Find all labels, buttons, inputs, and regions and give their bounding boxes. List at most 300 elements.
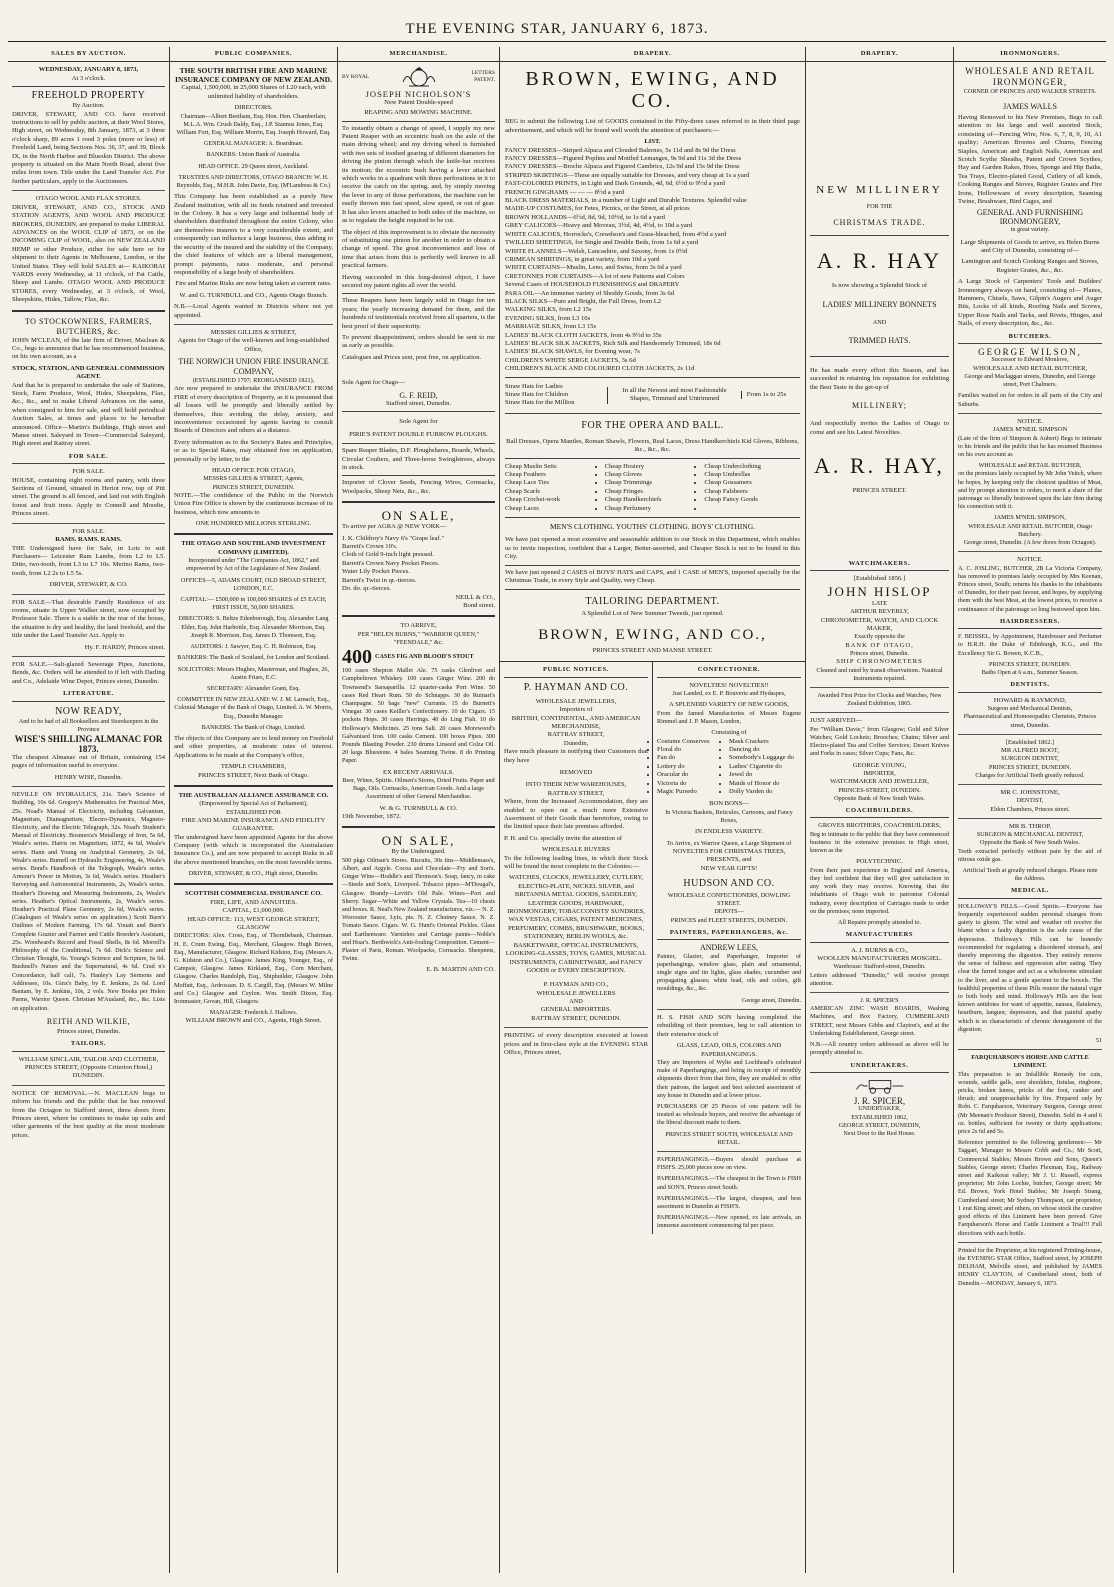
column-drapery-wide <box>500 47 806 1573</box>
head-office: HEAD OFFICE. 29 Queen street, Auckland. <box>198 162 309 170</box>
pirie-ploughs: PIRIE'S PATENT DOUBLE FURROW PLOUGHS. <box>349 430 488 438</box>
on-sale-heading-2: ON SALE, <box>381 833 456 849</box>
rams-text: THE Undersigned have for Sale, in Lots to suit Purchasers— Leicester Ram Lambs, from L2 to L5. Ditto, two-tooth, from L3 to L7 10s. Merino Rams, two-tooth, from L2 2s to L5 5s. <box>12 544 165 577</box>
cheap-list-3 <box>704 463 800 513</box>
reith-address: Princes street, Dunedin. <box>57 1027 120 1035</box>
printing-notice: PRINTING of every description executed at lowest prices and in first-class style at the EVENING STAR Office, Princes street, <box>504 1032 648 1056</box>
shipments: Large Shipments of Goods to arrive, ex Helen Burns and City of Dunedin, consisting of— <box>960 238 1100 254</box>
hayman-pleasure: Have much pleasure in notifying their Customers that they have <box>504 748 648 764</box>
goods-list-item: LADIES' BLACK SHAWLS, for Evening wear, 7s <box>505 348 640 356</box>
column-public-companies <box>170 47 338 1573</box>
investment-offices: OFFICES—5, ADAMS COURT, OLD BROAD STREET, LONDON, E.C. <box>180 576 327 592</box>
simpson-trade: WHOLESALE and RETAIL BUTCHER, <box>978 462 1082 470</box>
turnbull-date: 19th November, 1872. <box>342 812 402 820</box>
josling-text: A. C. JOSLING, BUTCHER, 2B La Victoria Company, has removed to premises lately occupied by Mrs Keenan, Princes street, South; returns his thanks to the inhabitants of Dunedin, for their past favour, and hopes, by supplying them with the best Meat, at the lowest prices, to receive a continuance of the patronage so long bestowed upon him. <box>958 564 1102 613</box>
ladies-bonnets: LADIES' MILLINERY BONNETS <box>822 299 937 309</box>
alliance-established: ESTABLISHED FOR <box>226 808 281 816</box>
goods-list-item: FANCY DRESSES—Figured Poplins and Mottled Lemanges, 9s 9d and 11s 3d the Dress <box>505 155 742 163</box>
throp-address: Opposite the Bank of New South Wales. <box>980 839 1080 847</box>
hundred-millions: ONE HUNDRED MILLIONS STERLING. <box>195 520 312 528</box>
hayman-british: BRITISH, CONTINENTAL, AND AMERICAN MERCHANDISE, <box>511 714 641 730</box>
fish-address: PRINCES STREET SOUTH, WHOLESALE AND RETAIL. <box>665 1130 793 1146</box>
directors-list: Chairman—Albert Beetham, Esq. Hon. Hen. Chamberlain, M.L.A. Wm. Crush Daldy, Esq., J.P. Stannus Jones, Esq. William Fort, Esq. William Morrin, Esq. Joseph Howard, Esq. <box>176 112 331 137</box>
cheap-list-2 <box>605 463 701 513</box>
hayman-lines: WATCHES, CLOCKS, JEWELLERY, CUTLERY, ELECTRO-PLATE, NICKEL SILVER, and BRITANNIA METAL GOODS, SADDLERY, LEATHER GOODS, HARDWARE, IRONMONGERY, TOBACCONISTS' SUNDRIES, WAX VESTAS, CIGARS, PATENT MEDICINES, PERFUMERY, COMBS, BRUSHWARE, BOOKS, STATIONERY, BERLIN WOOLS, &c. BASKETWARE, OPTICAL INSTRUMENTS, LOOKING-GLASSES, TOYS, GAMES, MUSICAL INSTRUMENTS, CABINETWARE, and FANCY GOODS or EVERY DESCRIPTION. <box>505 874 647 974</box>
cloth-of-gold: Cloth of Gold 9-inch light pressed. <box>342 551 434 559</box>
arrive-agra: To arrive per AGRA @ NEW YORK— <box>342 523 447 531</box>
trustees: TRUSTEES AND DIRECTORS, OTAGO BRANCH: W. H. Reynolds, Esq., M.H.R. John Davie, Esq. (M'Landress & Co.) <box>176 173 331 190</box>
cheap-list-item: • Cheap Feathers <box>505 471 601 479</box>
alliance-title: THE AUSTRALIAN ALLIANCE ASSURANCE CO. <box>178 791 329 799</box>
spicer-next: Next Door to the Red House. <box>843 1129 916 1137</box>
goods-list-item: WHITE CALICOES, Horrocks's, Crewdson's and Grass-bleached, from 4½d a yard <box>505 230 727 238</box>
wise-intro: And to be had of all Booksellers and Storekeepers in the Province <box>18 717 159 733</box>
lees-text: Painter, Glazier, and Paperhanger, Importer of paperhangings, window glass, plain and ornamental, single signs and tin lights, glass shades, cucumber and propagating glasses; white lead, oils and colors, gilt mouldings, &c., &c. <box>657 952 801 993</box>
cheap-list-item: • Cheap Trimmings <box>605 479 701 487</box>
cheap-list-item: • Cheap Handkerchiefs <box>605 496 701 504</box>
straw-ladies: Straw Hats for Ladies <box>505 382 563 390</box>
investment-capital: CAPITAL:— £500,000 in 100,000 SHARES of £5 EACH, FIRST ISSUE, 50,000 SHARES. <box>180 596 327 612</box>
simpson-address: George street, Dunedin. (A few doors from Octagon). <box>963 539 1097 547</box>
goods-list-item: FAST-COLORED PRINTS, in Light and Dark Grounds, 4d, 6d, 6½d to 9½d a yard <box>505 180 725 188</box>
wise-signature: HENRY WISE, Dunedin. <box>54 773 123 781</box>
groves-text-2: From their past experience in England and America, they feel confident that they will give satisfaction in any work they may receive. Knowing that the inhabitants of Otago wish to patronise Colonial industry, every description of Carriages made to order on the premises; none imported. <box>810 866 949 915</box>
cheap-list-item: • Cheap Muslin Setts <box>505 463 601 471</box>
just-arrived-text: Per "William Davie," from Glasgow; Gold and Silver Watches; Gold Lockets; Brooches; Chains; Silver and Electro-plated Tea and Coffee Services; Desert Knives and Forks in cases; Silver Cups; Fans, &c. <box>810 725 949 758</box>
hayman-importers: Importers of <box>559 706 593 714</box>
wilson-sub: Successor to Edward Monlove, <box>991 356 1069 364</box>
young-address: PRINCES-STREET, DUNEDIN. <box>838 786 921 794</box>
for-sale-heading: FOR SALE. <box>72 468 105 476</box>
fish-intro: H. S. FISH AND SON having completed the rebuilding of their premises, beg to call attention to their extensive stock of <box>657 1013 801 1038</box>
lees-address: George street, Dunedin. <box>742 996 801 1004</box>
millinery: MILLINERY; <box>851 401 908 411</box>
pipes-text: FOR SALE.—Salt-glazed Sewerage Pipes, Junctions, Bends, &c. Orders will be attended to if left with Darling and Co., Adelaide Wine Depot, Princes street, Dunedin. <box>12 660 165 685</box>
barretts-twist: Barrett's Twist in qr.-tierces. <box>342 576 417 584</box>
johnstone-address: Eldon Chambers, Princes street. <box>990 805 1070 813</box>
goods-list-item: BLACK SILKS—Pure and Bright, the Full Dress, from L2 <box>505 297 662 305</box>
confectioner-column <box>653 662 805 1233</box>
scottish-capital: CAPITAL, £1,000,000. <box>222 907 285 915</box>
column-heading: IRONMONGERS. <box>954 47 1106 62</box>
christmas-trade: CHRISTMAS TRADE. <box>833 218 926 228</box>
rams-signature: DRIVER, STEWART, & CO. <box>49 581 128 589</box>
alliance-signature: DRIVER, STEWART, & CO., High street, Dunedin. <box>188 870 319 878</box>
stock-agent: STOCK, STATION, AND GENERAL COMMISSION AGENT. <box>12 364 165 381</box>
spicer-wash: J. R. SPICER'S <box>860 997 899 1005</box>
awarded: Awarded First Prize for Clocks and Watches, New Zealand Exhibition, 1865. <box>817 691 942 708</box>
throp-sub: SURGEON & MECHANICAL DENTIST, <box>976 831 1084 839</box>
beissel-text: F. BEISSEL, by Appointment, Hairdresser and Perfumer to H.R.H. the Duke of Edinburgh, K.G., and His Excellency Sir G. Bowen, K.C.B., <box>958 633 1102 657</box>
reid-name: G. F. REID, <box>399 390 438 400</box>
cheap-list-item: • Cheap Laces <box>505 505 601 513</box>
tools-text: A Large Stock of Carpenters' Tools and Builders' Ironmongery always on hand, consisting of— Planes, Hammers, Chisels, Saws, Gilpin's Augers and Auger Bits, Locks of all kinds, Roofing Nails and Screws, Upper Rose Nails and Tacks, and Rivets, Hinges, and Nails, of every description, &c., &c. <box>958 278 1102 328</box>
boot-title: MR ALFRED BOOT, <box>1001 746 1059 754</box>
novelties: NOVELTIES! NOVELTIES!! <box>689 681 769 689</box>
column-heading: MERCHANDISE. <box>338 47 499 62</box>
maclean-text-2: And that he is prepared to undertake the sale of Stations, Stock, Farm Produce, Wool, Hides, Sheepskins, Flax, &c., &c., and to make Liberal Advances on the same, when consigned to him for sale, and will hold periodical Auction Sales, at times and places to be hereafter announced. Office—Martin's Buildings, High street and Manse street. Saleyard in Town—Commercial Saleyard, High street and Rattray street. <box>12 381 165 448</box>
xmas-novelties: NOVELTIES FOR CHRISTMAS TREES, PRESENTS, and <box>672 847 786 864</box>
beverly: ARTHUR BEVERLY, <box>850 608 909 616</box>
goods-list-item: GREY CALICOES—Heavy and Moveau, 3½d, 4d, 4½d, to 10d a yard <box>505 222 693 230</box>
hearse-icon <box>850 1077 910 1095</box>
paperhangings-1: PAPERHANGINGS.—Buyers should purchase at FISH'S. 25,000 pieces now on view. <box>657 1155 801 1172</box>
confection-items <box>657 738 801 797</box>
paperhangings-3: PAPERHANGINGS.—The largest, cheapest, and best assortment in Dunedin at FISH'S. <box>657 1194 801 1210</box>
cheap-list-item: • Cheap Umbrellas <box>704 471 800 479</box>
maclean-text: JOHN M'CLEAN, of the late firm of Driver, Maclean & Co., begs to announce that he has recommenced business, on his own account, as a <box>12 336 165 361</box>
reid-address: Stafford street, Dunedin. <box>385 400 452 407</box>
cheap-list-item: • Cheap Underclothing <box>704 463 800 471</box>
young-trade: WATCHMAKER AND JEWELLER, <box>830 778 929 786</box>
fish-text: They are Importers of Wylie and Lochhead's celebrated make of Paperhangings, and being in receipt of monthly shipments direct from that firm, they are enabled to offer their patrons, the largest and best selected assortment of any house in Dunedin and at lower prices. <box>657 1058 801 1099</box>
directors-heading: DIRECTORS. <box>234 104 273 112</box>
polytechnic: POLYTECHNIC. <box>856 858 903 866</box>
goods-list-2: 500 pkgs Oilman's Stores. Biscuits, 30s tins—Middlemass's, Albert, and Argyle. Cocoa and Chocolate—Fry and Son's. Ginger Wine—Hoddle's and Thomson's. Soap, fancy, in cake—Steele and Son's, Liverpool. Tobacco pipes—M'Dougal's, Glasgow. Brandy—Levitt's Old Pale. Wines—Port and Sherry. Sugar—White and Yellow Crystals. Tea—10 chests and boxes. R. Neal's New Zealand manufactures, viz.— N. Z. Worcester Sauce, Lyts, pts. N. Z. Chutney Sauce. N. Z. Tomato Sauce. Cigars. W. G. Hunt's Oriental Pickles. Glass and Earthenware. Varnishes and Carriage paints—Noble's and Hoar's. Berthwick's Anti-fouling Composition. Cement—Plaster of Paris, Roman. Woolpacks, Cornsacks. Sheepnets, Twine. <box>342 856 495 963</box>
paperhangings-2: PAPERHANGINGS.—The cheapest in the Town is FISH and SON'S, Princes street South. <box>657 1175 801 1191</box>
investment-title: THE OTAGO AND SOUTHLAND INVESTMENT COMPANY (LIMITED). <box>181 540 326 556</box>
alliance-text: The undersigned have been appointed Agents for the above Company (with which is incorporated the Australasian Insurance Co.), and are now prepared to accept Risks in all the above mentioned branches, on the most favorable terms. <box>174 833 333 866</box>
walls-title: JAMES WALLS <box>1003 101 1057 111</box>
confection-item: • Floral do <box>657 746 729 754</box>
hay-effort: He has made every effort this Season, and has succeeded in retaining his reputation for exhibiting the Best Taste in the get-up of <box>810 366 949 391</box>
local-agents: N.B.—Local Agents wanted in Districts where not yet appointed. <box>174 303 333 319</box>
straw-children: Straw Hats for Children <box>505 391 569 398</box>
exactly-opposite: Exactly opposite the <box>854 633 905 641</box>
into-warehouses: INTO THEIR NEW WAREHOUSES, <box>525 781 627 789</box>
goods-list-item: FANCY DRESSES—Striped Alpaca and Clouded Balernes, 5s 11d and 8s 9d the Dress <box>505 146 736 154</box>
undertakers-heading: UNDERTAKERS. <box>810 1062 949 1073</box>
new-year-gifts: NEW YEAR GIFTS! <box>700 864 758 872</box>
chronometer-maker: CHRONOMETER, WATCH, AND CLOCK MAKER, <box>820 616 939 632</box>
princes-street: PRINCES STREET, DUNEDIN. <box>212 483 295 491</box>
rams-heading: RAMS. RAMS. RAMS. <box>55 536 122 544</box>
reaping-text: To instantly obtain a change of speed, I supply my new Patent Reaper with an eccentric bush on the axle of the main driving wheel; and my driving wheel is furnished with two sets of toothed gearing of different diameters for driving the pinion through which the knife-bar receives its motion; the eccentric bush having a lever attached which works in a quadrant with three perforations in it to receive the catch on the spring, and, by simply moving the lever to any of those perforations, the machine can be easily thrown into fast speed, slow speed, or out of gear. It has also levers attached to both sides of the machine, so as to regulate the height required to be cut. <box>342 124 495 225</box>
head-office-otago: HEAD OFFICE FOR OTAGO, <box>212 467 295 475</box>
fish-glass: GLASS, LEAD, OILS, COLORS AND PAPERHANGINGS. <box>676 1042 782 1058</box>
spare-parts: Spare Reaper Blades, D.F. Ploughshares, Boards, Wheels, Circular Coulters, and Three-horse Swingletrees, always in stock. <box>342 447 495 472</box>
reaping-text-6: Catalogues and Prices sent, post free, on application. <box>342 353 482 361</box>
by-auction: By Auction. <box>72 102 105 110</box>
drapery-intro: BEG to submit the following List of GOODS contained in the Fifty-three cases referred to in their third page advertisement, and which will be found well worth the attention of purchasers:— <box>505 118 800 134</box>
hay-invite: And respectfully invites the Ladies of Otago to come and see his Latest Novelties. <box>810 420 949 436</box>
brown-ewing-title: BROWN, EWING, AND CO. <box>525 68 780 113</box>
cheap-list-item: • Cheap Lace Ties <box>505 479 601 487</box>
south-british-text: This Company has been established as a purely New Zealand institution, with all its funds retained and invested in the Colony. It has a very large and influential body of shareholders distributed throughout the entire Colony, who are themselves insurers to a very considerable extent, and consequently can influence a large business, thus adding to the security of the insured and the stability of the Company, the chief features of which are a liberal management, prompt payments, rates moderate, and personal responsibility of a large body of shareholders. <box>174 193 333 276</box>
to-arrive: TO ARRIVE, <box>400 622 437 630</box>
letters-patent: LETTERS PATENT. <box>471 70 495 84</box>
cheap-list-1 <box>505 463 601 513</box>
straw-price: From 1s to 25s <box>741 391 800 399</box>
groves-text: Beg to intimate to the public that they have commenced business in the extensive premises in High street, known as the <box>810 830 949 855</box>
confection-item: • Mask Crackers <box>729 738 801 746</box>
chronometer-text: Cleaned and rated by transit observations. Nautical Instruments repaired. <box>816 666 943 682</box>
manufacturers-heading: MANUFACTURERS <box>810 931 949 942</box>
nicholson-title: JOSEPH NICHOLSON'S <box>365 89 472 100</box>
tailoring-heading: TAILORING DEPARTMENT. <box>585 595 720 607</box>
hislop-address: Princes street, Dunedin. <box>849 649 910 657</box>
hayman-title-2: P. HAYMAN AND CO., <box>543 981 609 989</box>
confection-item: • Somebody's Luggage do <box>729 754 801 762</box>
wool-stores-heading: OTAGO WOOL AND FLAX STORES. <box>35 195 142 203</box>
goods-list <box>505 147 800 374</box>
cheap-list-item: • Cheap Fringes <box>605 488 701 496</box>
on-sale-heading: ON SALE, <box>381 508 456 524</box>
investment-solicitors: SOLICITORS: Messrs Hughes, Masterman, and Hughes, 26, Austin Friars, E.C. <box>177 665 330 681</box>
importer-text: Importer of Clover Seeds, Fencing Wires, Cornsacks, Woolpacks, Sheep Nets, &c., &c. <box>342 479 495 495</box>
goods-list-item: WHITE FLANNELS—Welsh, Lancashire, and Saxony, from 1s 0½d <box>505 247 688 255</box>
four-hundred: 400 <box>342 646 372 669</box>
ironmonger-corner: CORNER OF PRINCES AND WALKER STREETS. <box>963 88 1097 96</box>
south-british-title: THE SOUTH BRITISH FIRE AND MARINE INSURANCE COMPANY OF NEW ZEALAND. <box>175 66 332 85</box>
goods-list-item: CRETONNES FOR CURTAINS—A lot of new Patterns and Colors <box>505 272 685 280</box>
house-text: HOUSE, containing eight rooms and pantry, with three Sections of Ground, situated in Heriot row, top of Pitt street. The ground is all fenced, and laid out with English forest and fruit trees. Apply to Connell and Moodie, Princes street. <box>12 476 165 518</box>
straw-million: Straw Hats for the Million <box>505 399 575 407</box>
goods-list-item: Several Cases of HOUSEHOLD FURNISHINGS and DRAPERY <box>505 281 680 289</box>
notice-heading-2: NOTICE. <box>1017 556 1043 564</box>
washing-text-2: N.B.—All country orders addressed as above will be promptly attended to. <box>810 1041 949 1057</box>
confection-item: • Magic Pursedo <box>657 788 729 796</box>
cheap-list-item <box>704 505 800 513</box>
navy-pieces: Barrett's Crown Navy Pocket Pieces. <box>342 559 440 567</box>
goods-list-item: BLACK DRESS MATERIALS, in a number of Light and Durable Textures. Splendid value <box>505 197 747 205</box>
column-merchandise <box>338 47 500 1573</box>
hudson-depots: DEPOTS— <box>714 908 744 916</box>
column-sales-by-auction <box>8 47 170 1573</box>
howard-title: HOWARD & RAYMOND, <box>993 696 1067 704</box>
wholesale-buyers: WHOLESALE BUYERS <box>542 846 610 854</box>
masthead <box>8 7 1106 42</box>
cheap-list-item: • Cheap Gloves <box>605 471 701 479</box>
dentists-heading: DENTISTS. <box>958 681 1102 692</box>
south-british-capital: Capital, 1,500,000, in 25,000 Shares of L20 each, with unlimited liability of shareholders. <box>181 84 326 100</box>
goods-list-item: FANCY DRESSES—Broche Alpaca and Figured Cambrics, 12s 9d and 15s 9d the Dress <box>505 163 740 171</box>
investment-auditors: AUDITORS: J. Sawyer, Esq. C. H. Robinson, Esq. <box>190 643 317 651</box>
turnbull-agents: W. and G. TURNBULL and CO., Agents Otago Branch. <box>179 291 328 299</box>
stockowners-heading: TO STOCKOWNERS, FARMERS, BUTCHERS, &c. <box>24 316 153 336</box>
consisting-of: Consisting of <box>711 729 747 737</box>
goods-list: 100 cases Shepton Mallet Ale. 75 casks Glenlivet and Campbeltown Whiskey. 100 cases Ginger Wine. 200 do Townsend's Sarsaparilla. 12 quarter-casks Port Wine. 50 cases Red Heart Rum. 50 do Schnapps. 30 do Ruinart's Champagne. 50 bags "new" Currants. 15 do Burnett's Vinegar. 30 cases Keiller's Confectionery. 10 do Cigars. 15 pockets Hops. 30 cases Herrings. 40 do Ling Fish. 10 do Holloway's Medicines. 25 tons Salt. 20 cases Morewood's Galvanised Iron. 100 casks Cement. 100 boxes Pipes. 300 Pounds Blasting Powder. 230 drums Linseed and Colza Oil. 20 kegs Bluestone. 4 bales Seaming Twine. 8 do Printing Paper. <box>342 667 495 765</box>
family-signature: Hy. F. HARDY, Princes street. <box>84 643 165 651</box>
investment-objects: The objects of this Company are to lend money on Freehold and other properties, at moderate rates of interest. Applications to be made at the Company's office, <box>174 734 333 759</box>
buyers-text: To the following leading lines, in which their Stock will be found the most complete in the Colonies:— <box>504 854 648 871</box>
hudson-wholesale: WHOLESALE CONFECTIONERS, DOWLING STREET. <box>667 892 791 908</box>
goods-list-item: WALKING SILKS, from L2 15s <box>505 306 592 314</box>
alliance-sub: (Empowered by Special Act of Parliament), <box>199 800 308 808</box>
cheap-list-item: • Cheap Crochet-work <box>505 496 601 504</box>
goods-list-item: WHITE CURTAINS—Muslin, Leno, and Swiss, from 3s 6d a yard <box>505 264 682 272</box>
tailors-section: TAILORS. <box>12 1040 165 1051</box>
sale-time: At 3 o'clock. <box>71 74 106 82</box>
temple-address: PRINCES STREET, Next Bank of Otago. <box>198 771 309 779</box>
established-1856: [Established 1856.] <box>853 575 906 583</box>
scottish-sub: FIRE, LIFE, AND ANNUITIES. <box>210 898 297 906</box>
cases-figs: CASES FIG AND BLOOD'S STOUT <box>375 653 474 661</box>
hayman-general: GENERAL IMPORTERS. <box>540 1006 612 1014</box>
turnbull-co: W. & G. TURNBULL & CO. <box>379 804 458 812</box>
alliance-fire: FIRE AND MARINE INSURANCE AND FIDELITY GUARANTEE. <box>181 816 326 833</box>
books-list: NEVILLE ON HYDRAULICS, 21s. Tate's Science of Building, 10s 6d. Gregory's Mathematics for Practical Men, 25s. Noad's Manual of Electricity, including Galvanism, Magnetism, Diamagnetism, Electro-Dynamics, Magneto-Electricity, and the Electric Telegraph, 32s. Noad's Student's Manual of Electricity. Bosmerca's Metallurgy of Iron, 5s 6d, Weale's series. Harris on Magnetism, 1872, 4s 6d, Weale's series. Hann and Young on Analytical Geometry, 2s 6d, Weale's series. Burnell on Hydraulic Engineering, 4s, Weale's series. Bond's Handbook of the Telegraph, Weale's series. Armour's Power in Motion, 3s 6d, Weale's series. Heather's Surveying and Astronomical Instruments, 2s, Weale's series. Heather's Drawing and Measuring Instruments, 2s, Weale's series. Heather's Optical Instruments, 2s, Weale's series. Heather's Practical Plane Geometry, 2s 6d, Weale's series. (Catalogues of Weale's series on application.) Scott Burn's Outlines of Modern Farming, 17s 6d. Youatt and Burn's Complete Grazier and Farmer and Cattle Breeder's Assistant, 25s. Woodward's Record and Fossil Shells, 8s 6d. Morrell's Philosophy of the Conditional, 7s 6d. Dick's Science and Christian Thought, 6s. Young's Science and Scripture, 6s 6d. Bushnell's Nature and the Supernatural, 4s 6d. Crad n's Concordance, half calf, 7s. Hanley's Lay Sermons and Addresses, 10s. Ginx's Baby, by E. Jenkins, 2s 6d. Lord Bantam, by E. Jenkins, 10s, 2 vols. New Books per Helen Parms, Warrior Queen. Christian M'Ausland, &c., &c. Lists on application. <box>12 791 165 1012</box>
scottish-office: HEAD OFFICE: 113, WEST GEORGE STREET, GLASGOW <box>187 915 320 932</box>
goods-list-item: MARRIAGE SILKS, from L3 15s <box>505 323 597 331</box>
hayman-invite: P. H. and Co. specially invite the attention of <box>504 834 623 842</box>
sinclair-text: WILLIAM SINCLAIR, TAILOR AND CLOTHIER, PRINCES STREET, (Opposite Criterion Hotel,) DUNEDIN. <box>18 1055 159 1080</box>
goods-list-item: LADIES' BLACK SILK JACKETS, Rich Silk and Handsomely Trimmed, 18s 6d <box>505 339 721 347</box>
wise-text: The cheapest Almanac out of Britain, containing 154 pages of information useful to everyone. <box>12 754 165 770</box>
wilson-title: GEORGE WILSON, <box>978 346 1082 357</box>
johnstone-sub: DENTIST, <box>1016 797 1044 805</box>
rattray-2: RATTRAY STREET, <box>547 789 605 797</box>
hayman-rattray: RATTRAY STREET, <box>547 731 605 739</box>
new-millinery: NEW MILLINERY <box>816 184 943 197</box>
investment-bankers: BANKERS: The Bank of Scotland, for London and Scotland. <box>177 654 330 662</box>
hudson-depots-addr: PRINCES and FLEET STREETS, DUNEDIN. <box>670 916 788 924</box>
lees-title: ANDREW LEES, <box>699 943 759 953</box>
warehouse: Warehouse: Stafford-street, Dunedin. <box>833 963 926 971</box>
boot-text: Charges for Artificial Teeth greatly reduced. <box>975 771 1085 779</box>
endless-variety: IN ENDLESS VARIETY. <box>695 828 763 836</box>
barretts-crown: Barrett's Crown 10's. <box>342 543 398 551</box>
removed: REMOVED <box>559 768 593 776</box>
recent-list: Beer, Wines, Spirits. Oilmen's Stores, Dried Fruits. Paper and Bags, Oils. Cornsacks, American Goods. And a large Assortment of other General Merchandise. <box>342 776 495 801</box>
investment-secretary: SECRETARY: Alexander Grant, Esq. <box>207 684 300 692</box>
hayman-address: RATTRAY STREET, DUNEDIN. <box>531 1014 621 1022</box>
bon-bons: BON BONS— <box>709 800 749 808</box>
farquharson-text: This preparation is an Infallible Remedy for cuts, wounds, saddle galls, sore shoulders, fistulas, ringbone, pricks, broken knees, pricks of the foot, canker and thrush; and unapproachable by fire. Prepared only by Robt. C. Farquharson, Veterinary Surgeon, George street (Mr Meenan's Producer Street), Dunedin. Sold in 4 and 6 oz. bottles, sufficient for twenty or thirty applications; price 2s 6d and 5s. <box>958 1070 1102 1136</box>
brown-ewing-footer: BROWN, EWING, AND CO., <box>538 626 767 643</box>
fish-text-2: PURCHASERS OF 25 Pieces of one pattern will be treated as wholesale buyers, and receive the advantage of the liberal discount made to them. <box>657 1102 801 1127</box>
by-royal: BY ROYAL <box>342 73 370 80</box>
column-ironmongers <box>954 47 1106 1573</box>
hayman-title: P. HAYMAN AND CO. <box>523 681 629 693</box>
wool-text: DRIVER, STEWART, AND CO., STOCK AND STATION AGENTS, AND WOOL AND PRODUCE BROKERS, DUNEDIN, are prepared to make LIBERAL ADVANCES on the WOOL CLIP of 1873, or on the INCOMING CLIP of WOOL, also on NEW ZEALAND HEMP or other Produce, either for sale here or for shipment to their Agents in Melbourne, London, or the United States. They will hold SALES at— KAIKORAI YARDS every Wednesday, at 11 o'clock, of Fat Cattle, Sheep and Lambs. OTAGO WOOL AND PRODUCE STORES, every Wednesday, at 3 o'clock, of Wool, Sheepskins, Hides, Tallow, Flax, &c. <box>12 203 165 304</box>
trimmed-hats: TRIMMED HATS. <box>848 336 911 346</box>
columns <box>8 47 1106 1573</box>
fire-marine: Fire and Marine Risks are now being taken at current rates. <box>175 280 332 288</box>
holloway-text: HOLLOWAY'S PILLS.—Good Spirits.—Everyone has frequently experienced sudden personal changes from gaiety to gloom. The wind and weather oft receive the blame when a faulty digestion is the sole cause of the depression. Holloway's Pills can be honestly recommended for regulating a disordered stomach, and thereby improving the digestion. They entirely remove the sense of fullness and oppression after eating. They clear the furred tongue and act as a wholesome stimulant to the liver, and as a gentle aperient to the bowels. The healthful properties of these Pills restore the natural vigor to both body and mind. Holloway's Pills are the best known antidotes for want of appetite, nausea, flatulency, heartburn, languor, depression, and that painful apathy which is so characteristic of chronic derangement of the digestion. <box>958 902 1102 1033</box>
hayman-and: AND <box>569 998 583 1006</box>
reaping-text-4: These Reapers have been largely sold in Otago for ten years; the yearly increasing demand for them, and the hundreds of testimonials received from all quarters, is the best proof of their superiority. <box>342 297 495 330</box>
holloway-number: 51 <box>1095 1037 1102 1045</box>
norwich-note: NOTE.—The confidence of the Public in the Norwich Union Fire Office is shown by the continuous increase of its business, which now amounts to <box>174 491 333 516</box>
medical-heading: MEDICAL. <box>958 887 1102 898</box>
beissel-baths: Baths Open at 6 a.m., Summer Season. <box>981 669 1079 677</box>
scottish-signature: WILLIAM BROWN and CO., Agents, High Street. <box>185 1017 322 1025</box>
goods-list-item: CHILDREN'S BLACK AND COLOURED CLOTH JACKETS, 2s 11d <box>505 365 695 373</box>
to-arrive-warrior: To Arrive, ex Warrior Queen, a Large Shipment of <box>666 839 792 847</box>
mens-text: We have just opened a most extensive and seasonable addition to our Stock in this Department, which enables us to invite inspection, confident that a Larger, Better-assorted, and Cheaper Stock is not to be found in this City. <box>505 536 800 561</box>
boot-address: PRINCES STREET, DUNEDIN. <box>988 763 1072 771</box>
straw-description: In all the Newest and most Fashionable Shapes, Trimmed and Untrimmed <box>607 387 737 404</box>
burns-title: A. J. BURNS & CO., <box>851 946 908 954</box>
boot-sub: SURGEON DENTIST, <box>1001 755 1059 763</box>
hislop-title: JOHN HISLOP <box>827 583 932 599</box>
boot-established: [Established 1862.] <box>1005 738 1055 746</box>
investment-committee: COMMITTEE IN NEW ZEALAND: W. J. M. Larnach, Esq., Colonial Manager of the Bank of Otago, Limited. A. W. Morris, Esq., Dunedin Manager. <box>174 696 333 720</box>
goods-list-item: MADE-UP COSTUMES, for Fetes, Picnics, or the Street, at all prices <box>505 205 690 213</box>
printer-notice: Printed for the Proprietor, at his registered Printing-house, the EVENING STAR Office, Stafford street, by JOSEPH DELHAM, Melville street, and published by JAMES HENRY CLAYTON, of Cumberland street, both of Dunedin.—MONDAY, January 6, 1873. <box>958 1246 1102 1287</box>
water-lily: Water Lily Pocket Pieces. <box>342 568 410 576</box>
goods-list-item: STRIPED SKIRTINGS—These are equally suitable for Dresses, and very cheap at 1s a yard <box>505 171 750 179</box>
spicer-established: ESTABLISHED 1862, <box>851 1113 908 1121</box>
just-arrived: JUST ARRIVED— <box>810 717 863 725</box>
reaping-text-5: To prevent disappointment, orders should be sent to me as early as possible. <box>342 333 495 350</box>
norwich-text-2: Every information as to the Society's Rates and Principles, or as to Special Rates, may obtained free on application, personally or by letter, to the <box>174 438 333 463</box>
ironmonger-title: WHOLESALE AND RETAIL IRONMONGER, <box>965 66 1095 88</box>
column-heading: DRAPERY. <box>500 47 805 62</box>
goods-list-item: BROWN HOLLANDS—6½d, 8d, 9d, 10½d, to 1s 6d a yard <box>505 213 665 221</box>
column-drapery-millinery <box>806 47 954 1573</box>
simpson-text: (Late of the firm of Simpson & Aubert) Begs to intimate to his friends and the public that he has resumed Business on his own account as <box>958 434 1102 459</box>
ship-chronometers: SHIP CHRONOMETERS <box>836 658 923 666</box>
public-notices-heading: PUBLIC NOTICES. <box>504 666 648 677</box>
goods-list-item: CHILDREN'S WHITE SERGE JACKETS, 3s 6d <box>505 356 636 364</box>
opera-text: Ball Dresses, Opera Mantles, Roman Shawls, Flowers, Real Laces, Dress Handkerchiefs Kid Gloves, Ribbons, &c., &c., &c. <box>506 437 799 454</box>
cheap-list-item: • Cheap Scarfs <box>505 488 601 496</box>
goods-list-item: TWILLED SHEETINGS, for Single and Double Beds, from 1s 6d a yard <box>505 239 699 247</box>
hudson-co: HUDSON AND CO. <box>683 878 775 890</box>
paperhangings-4: PAPERHANGINGS.—Now opened, ex late arrivals, an immense assortment commencing 6d per piece. <box>657 1214 801 1230</box>
hay-princes: PRINCES STREET. <box>852 487 907 495</box>
general-ironmongery: GENERAL AND FURNISHING IRONMONGERY, <box>976 208 1084 226</box>
splendid-variety: A SPLENDID VARIETY OF NEW GOODS, <box>669 701 789 709</box>
spicer-address: GEORGE STREET, DUNEDIN, <box>838 1121 921 1129</box>
spicer-title: J. R. SPICER, <box>853 1095 906 1106</box>
hay-title: A. R. HAY <box>816 248 943 274</box>
hayman-jewellers: WHOLESALE JEWELLERS, <box>535 697 617 705</box>
ex-recent: EX RECENT ARRIVALS. <box>382 768 454 776</box>
sole-agent-for: Sole Agent for <box>399 418 438 426</box>
just-landed: Just Landed, ex E. P. Bouverie and Hydaspes, <box>672 690 786 698</box>
confection-item: • Jewel do <box>729 771 801 779</box>
woollen-manufacturers: WOOLLEN MANUFACTURERS MOSGIEL. <box>817 955 942 963</box>
notice-heading: NOTICE. <box>1017 417 1043 425</box>
cheap-list-item: • Cheap Fancy Goods <box>704 496 800 504</box>
baskets: In Victoria Baskets, Reticules, Cartoons, and Fancy Boxes, <box>665 808 793 824</box>
bankers: BANKERS: Union Bank of Australia. <box>206 151 301 159</box>
hayman-dunedin: Dunedin, <box>563 739 589 747</box>
reaping-text-3: Having succeeded in this long-desired object, I have secured my patent rights all over the world. <box>342 273 495 289</box>
hairdressers-heading: HAIRDRESSERS. <box>958 618 1102 629</box>
investment-text: Incorporated under "The Companies Act, 1862," and empowered by Act of the Legislature of New Zealand. <box>186 557 321 573</box>
and: AND <box>872 319 887 327</box>
confection-item: • Lottery do <box>657 763 729 771</box>
neill-address: Bond street. <box>463 601 495 609</box>
hay-title-2: A. R. HAY, <box>814 453 945 479</box>
cheap-list-item: • Cheap Perfumery <box>605 505 701 513</box>
confectioner-heading: CONFECTIONER. <box>657 666 801 677</box>
throp-title: MR B. THROP, <box>1008 822 1052 830</box>
goods-list-item: EVENING SILKS, from L3 10s <box>505 314 591 322</box>
reaping-text-2: The object of this improvement is to obviate the necessity of substituting one pinion for another in order to obtain a change of speed. The great inconvenience and loss of time that arises from this is perfectly well known to all practical farmers. <box>342 228 495 270</box>
cheap-list-item: • Cheap Falsbeers <box>704 488 800 496</box>
butchers-heading: BUTCHERS. <box>958 333 1102 344</box>
wilson-trade: WHOLESALE AND RETAIL BUTCHER, <box>972 364 1088 372</box>
norwich-text: Are now prepared to undertake the INSURANCE FROM FIRE of every description of Property, as it is presumed that all losses will be promptly and liberally settled by themselves, thus avoiding the delay, anxiety, and inconvenience occasioned by agents having to consult Boards of Directors and others at a distance. <box>174 385 333 435</box>
letters-addressed: Letters addressed "Dunedin," will receive prompt attention. <box>810 971 949 987</box>
literature-section: LITERATURE. <box>12 690 165 701</box>
confection-item: • Dancing do <box>729 746 801 754</box>
lamington: Lamington and Scotch Cooking Ranges and Stoves, Register Grates, &c., &c. <box>961 258 1099 274</box>
wise-title: WISE'S SHILLING ALMANAC FOR 1873. <box>14 734 163 754</box>
wilson-text: Families waited on for orders in all parts of the City and Suburbs. <box>958 392 1102 408</box>
gillies-agents: MESSRS GILLIES & STREET, Agents, <box>203 475 304 483</box>
simpson-title: JAMES M'NEIL SIMPSON <box>992 426 1068 434</box>
spicer-undertaker: UNDERTAKER, <box>858 1105 901 1113</box>
royal-crest-icon <box>397 66 441 88</box>
for-the: FOR THE <box>866 202 893 210</box>
reaping-machine: REAPING AND MOWING MACHINE. <box>364 109 473 117</box>
